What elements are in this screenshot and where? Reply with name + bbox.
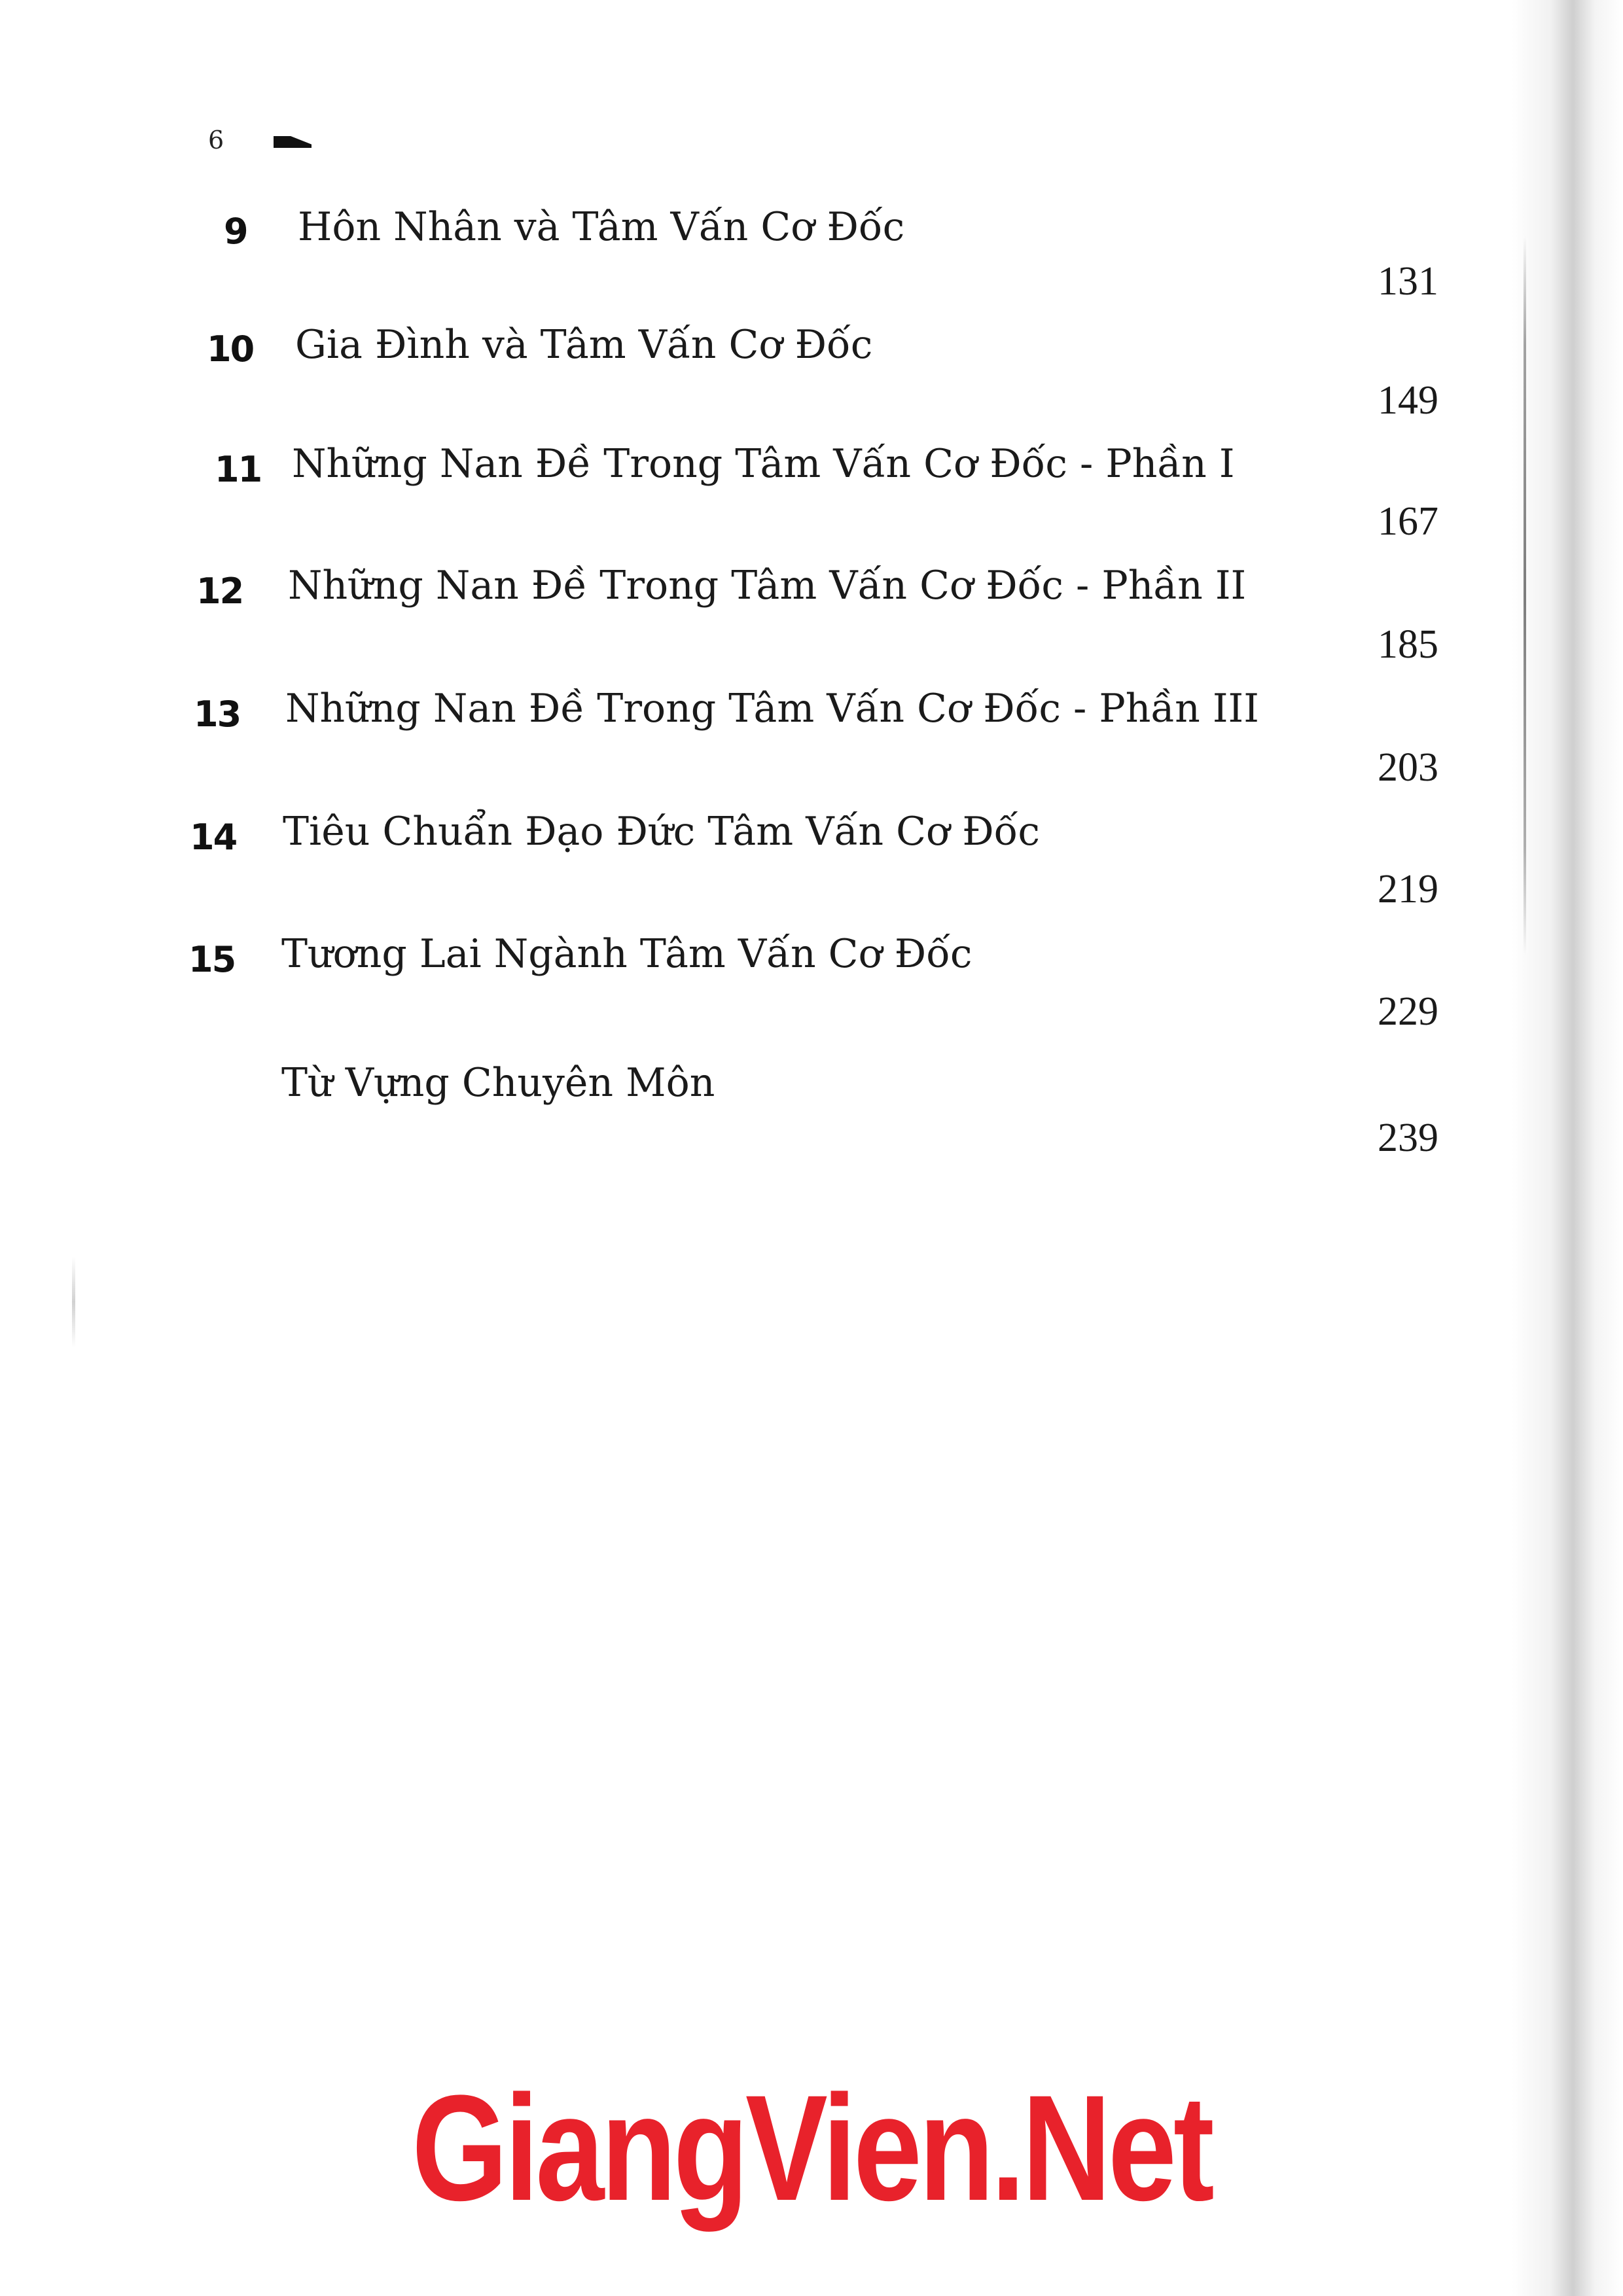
chapter-title: Từ Vựng Chuyên Môn <box>281 1060 715 1106</box>
page-number: 219 <box>1378 867 1438 911</box>
page-number: 167 <box>1378 499 1438 544</box>
watermark-text: GiangVien.Net <box>412 2064 1211 2232</box>
chapter-number: 9 <box>224 211 247 252</box>
chapter-title: Hôn Nhân và Tâm Vấn Cơ Đốc <box>298 204 905 250</box>
page-number: 203 <box>1378 745 1438 790</box>
toc-entry <box>0 804 1623 928</box>
toc-entry <box>0 196 1623 321</box>
chapter-number: 11 <box>215 449 262 490</box>
page-number: 239 <box>1378 1116 1438 1160</box>
chapter-title: Những Nan Đề Trong Tâm Vấn Cơ Đốc - Phần III <box>285 686 1259 732</box>
chapter-title: Những Nan Đề Trong Tâm Vấn Cơ Đốc - Phần II <box>288 563 1247 609</box>
running-head-page-number: 6 <box>208 126 224 154</box>
page-number: 229 <box>1378 989 1438 1034</box>
chapter-number: 15 <box>188 939 236 980</box>
page-number: 131 <box>1378 259 1438 304</box>
chapter-number: 10 <box>207 328 254 370</box>
running-head-ornament <box>274 136 312 148</box>
scan-mark <box>72 1256 75 1348</box>
toc-entry <box>0 926 1623 1050</box>
toc-entry <box>0 315 1623 440</box>
page-number: 185 <box>1378 622 1438 667</box>
toc-entry <box>0 1055 1623 1179</box>
toc-entry <box>0 680 1623 805</box>
chapter-title: Tương Lai Ngành Tâm Vấn Cơ Đốc <box>281 931 972 977</box>
toc-entry <box>0 434 1623 559</box>
chapter-title: Tiêu Chuẩn Đạo Đức Tâm Vấn Cơ Đốc <box>283 809 1040 855</box>
chapter-title: Những Nan Đề Trong Tâm Vấn Cơ Đốc - Phần I <box>292 441 1235 487</box>
chapter-number: 13 <box>194 694 241 735</box>
chapter-number: 12 <box>196 571 243 612</box>
page-number: 149 <box>1378 378 1438 423</box>
chapter-number: 14 <box>190 817 237 858</box>
chapter-title: Gia Đình và Tâm Vấn Cơ Đốc <box>295 322 873 368</box>
toc-entry <box>0 557 1623 682</box>
